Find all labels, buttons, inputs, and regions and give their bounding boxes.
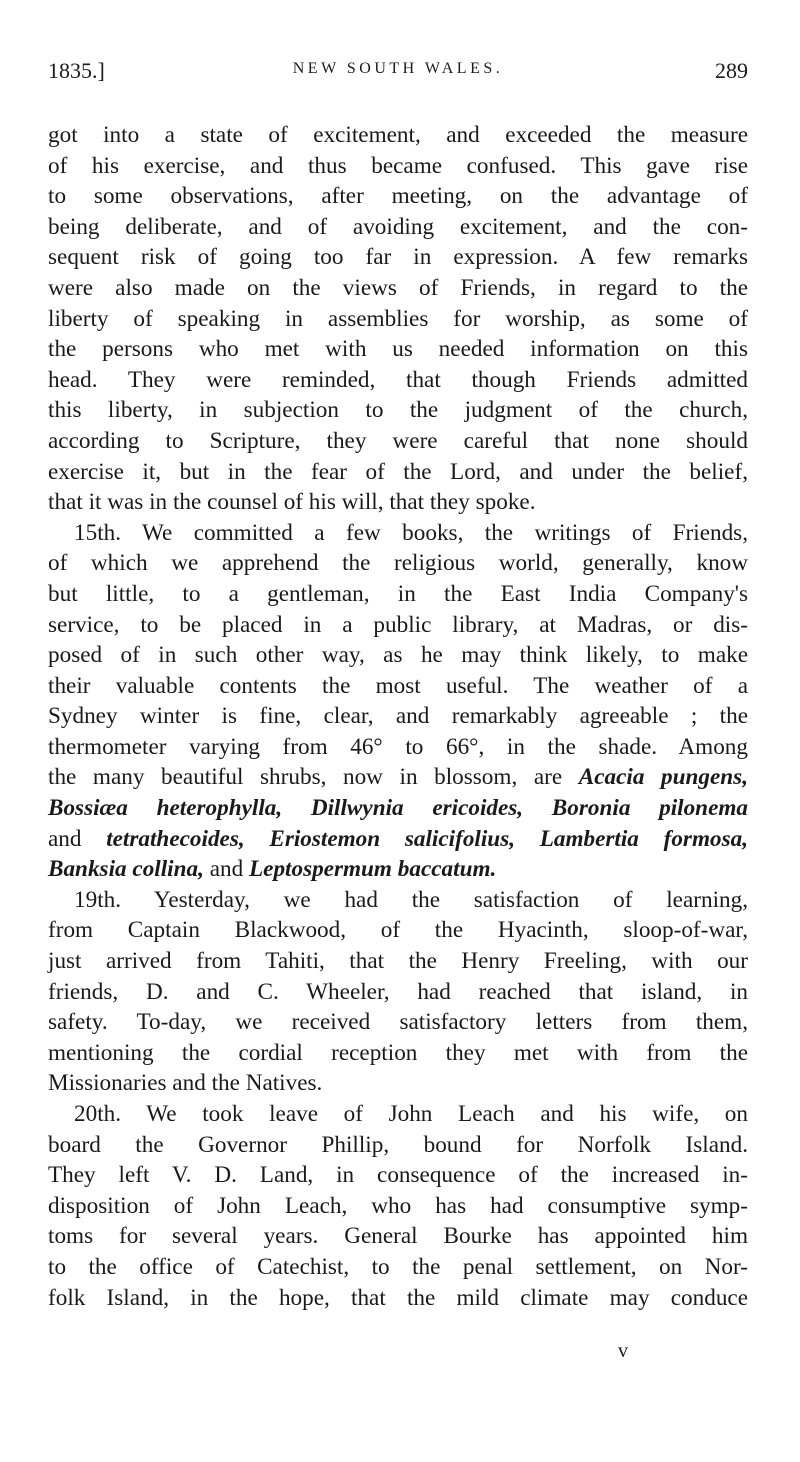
text-line — [48, 1252, 748, 1283]
text-line — [48, 946, 748, 977]
species-name: Leptospermum baccatum. — [248, 856, 497, 883]
text-line — [48, 824, 748, 855]
text-line — [48, 579, 748, 610]
text-line — [48, 1160, 748, 1191]
text-line — [48, 395, 748, 426]
text-run: thermometer varying from 46° to 66°, in the shade. Among — [48, 733, 748, 760]
text-run: Sydney winter is fine, clear, and remarkably agreeable ; the — [48, 703, 748, 730]
text-run: just arrived from Tahiti, that the Henry Freeling, with our — [48, 948, 748, 975]
text-line — [48, 120, 748, 151]
text-run: according to Scripture, they were careful that none should — [48, 427, 748, 454]
text-run: that it was in the counsel of his will, that they spoke. — [48, 489, 536, 516]
text-line — [48, 334, 748, 365]
text-line — [48, 273, 748, 304]
text-line — [48, 1007, 748, 1038]
text-line — [48, 365, 748, 396]
text-line — [48, 732, 748, 763]
text-line — [48, 671, 748, 702]
page-number: 289 — [715, 58, 748, 83]
text-line — [48, 1068, 748, 1099]
species-name: Bossiæa heterophylla, Dillwynia ericoides, Boronia pilonema — [48, 795, 748, 822]
text-line — [48, 1221, 748, 1252]
text-line — [48, 518, 748, 549]
text-run: of his exercise, and thus became confused. This gave rise — [48, 152, 748, 179]
text-run: liberty of speaking in assemblies for worship, as some of — [48, 305, 748, 332]
text-run: 15th. We committed a few books, the writings of Friends, — [74, 519, 748, 546]
text-line — [48, 640, 748, 671]
text-line — [48, 610, 748, 641]
text-line — [48, 885, 748, 916]
body-text — [48, 120, 748, 1313]
text-run: and — [48, 825, 107, 852]
text-line — [48, 1191, 748, 1222]
text-run: but little, to a gentleman, in the East India Company's — [48, 580, 748, 607]
text-run: folk Island, in the hope, that the mild climate may conduce — [48, 1284, 748, 1311]
text-line — [48, 793, 748, 824]
text-run: being deliberate, and of avoiding excitement, and the con- — [48, 213, 748, 240]
text-run: their valuable contents the most useful. The weather of a — [48, 672, 748, 699]
text-run: to the office of Catechist, to the penal settlement, on Nor- — [48, 1253, 748, 1280]
text-run: of which we apprehend the religious world, generally, know — [48, 550, 748, 577]
text-line — [48, 181, 748, 212]
species-name: Banksia collina, — [48, 856, 204, 883]
text-line — [48, 1283, 748, 1314]
text-line — [48, 915, 748, 946]
text-run: board the Governor Phillip, bound for Norfolk Island. — [48, 1131, 748, 1158]
text-line — [48, 426, 748, 457]
header-year: 1835.] — [48, 58, 105, 83]
text-line — [48, 1099, 748, 1130]
text-run: the many beautiful shrubs, now in blossom, are — [48, 764, 579, 791]
text-line — [48, 212, 748, 243]
text-run: 20th. We took leave of John Leach and his wife, on — [74, 1101, 748, 1127]
text-run: safety. To-day, we received satisfactory letters from them, — [48, 1009, 748, 1036]
text-run: sequent risk of going too far in expression. A few remarks — [48, 244, 748, 271]
text-run: head. They were reminded, that though Friends admitted — [48, 366, 748, 393]
text-run: mentioning the cordial reception they met with from the — [48, 1039, 748, 1066]
signature-mark: v — [618, 1340, 628, 1362]
text-run: from Captain Blackwood, of the Hyacinth, sloop-of-war, — [48, 917, 748, 944]
text-line — [48, 304, 748, 335]
page — [48, 58, 748, 1313]
text-run: toms for several years. General Bourke has appointed him — [48, 1223, 748, 1250]
header-title: NEW SOUTH WALES. — [292, 60, 504, 77]
text-line — [48, 701, 748, 732]
text-run: posed of in such other way, as he may think likely, to make — [48, 642, 748, 669]
text-run: the persons who met with us needed information on this — [48, 336, 748, 363]
text-line — [48, 151, 748, 182]
text-line — [48, 457, 748, 488]
text-line — [48, 762, 748, 793]
text-run: 19th. Yesterday, we had the satisfaction of learning, — [74, 886, 748, 913]
species-name: Acacia pungens, — [578, 764, 748, 791]
text-run: They left V. D. Land, in consequence of the increased in- — [48, 1162, 748, 1189]
running-header — [48, 58, 748, 98]
text-line — [48, 487, 748, 518]
text-line — [48, 977, 748, 1008]
text-line — [48, 854, 748, 885]
text-run: were also made on the views of Friends, in regard to the — [48, 274, 748, 301]
text-run: friends, D. and C. Wheeler, had reached that island, in — [48, 978, 748, 1005]
text-run: Missionaries and the Natives. — [48, 1070, 323, 1097]
text-run: disposition of John Leach, who has had consumptive symp- — [48, 1192, 748, 1219]
text-run: this liberty, in subjection to the judgment of the church, — [48, 397, 748, 424]
text-run: got into a state of excitement, and exceeded the measure — [48, 122, 748, 148]
text-run: exercise it, but in the fear of the Lord, and under the belief, — [48, 458, 748, 485]
text-line — [48, 1130, 748, 1161]
text-line — [48, 1038, 748, 1069]
species-name: tetrathecoides, Eriostemon salicifolius, Lambertia formosa, — [106, 825, 748, 852]
text-run: service, to be placed in a public library, at Madras, or dis- — [48, 611, 748, 638]
text-line — [48, 242, 748, 273]
text-line — [48, 548, 748, 579]
text-run: to some observations, after meeting, on the advantage of — [48, 183, 748, 210]
text-run: and — [203, 856, 249, 883]
